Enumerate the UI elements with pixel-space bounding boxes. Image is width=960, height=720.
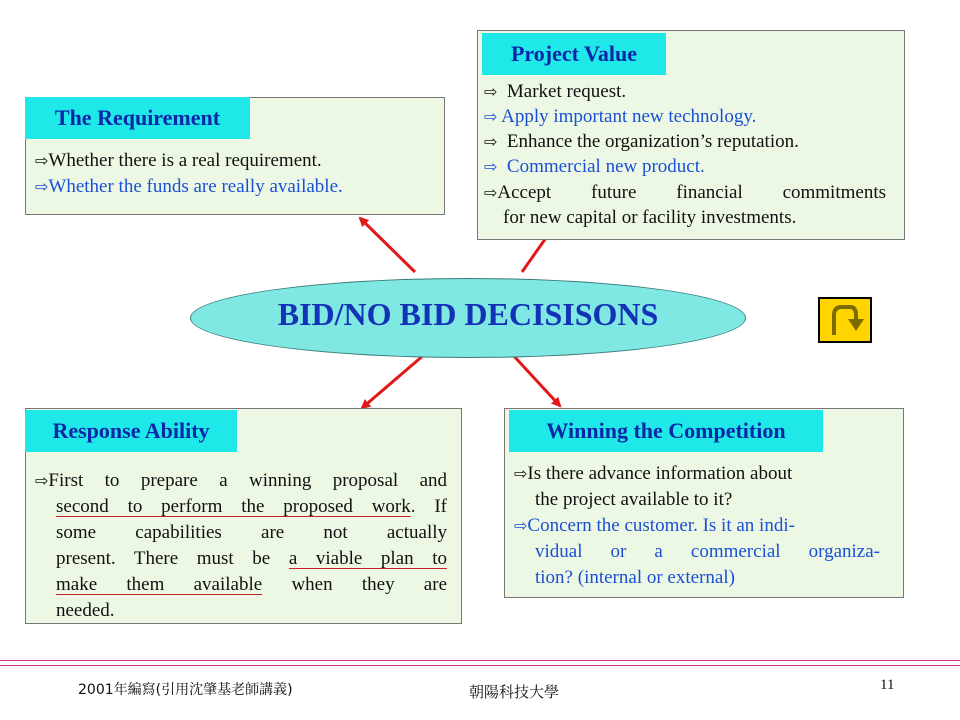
bullet-arrow-icon: ⇨ (514, 516, 528, 535)
bullet-arrow-icon: ⇨ (35, 471, 49, 490)
response-line: needed. (56, 600, 115, 621)
footer-left: 2001年編寫(引用沈肇基老師講義) (78, 682, 293, 698)
footer-center: 朝陽科技大學 (469, 683, 560, 701)
winning-line: tion? (internal or external) (535, 567, 735, 588)
page-number: 11 (880, 677, 895, 693)
project-value-item: ⇨ Enhance the organization’s reputation. (484, 131, 799, 152)
response-line: second to perform the proposed work. If (56, 496, 447, 517)
u-turn-arrow-icon (820, 299, 870, 341)
winning-line: ⇨Is there advance information about (514, 463, 793, 484)
project-value-item: ⇨ Commercial new product. (484, 156, 705, 177)
requirement-header: The Requirement (25, 97, 250, 139)
arrow-to-requirement (360, 218, 415, 272)
winning-line: the project available to it? (535, 489, 733, 510)
bullet-arrow-icon: ⇨ (484, 157, 498, 176)
return-button[interactable] (818, 297, 872, 343)
requirement-item: ⇨Whether there is a real requirement. (35, 150, 322, 171)
winning-header: Winning the Competition (509, 410, 823, 452)
footer-rule-top (0, 660, 960, 661)
center-title: BID/NO BID DECISISONS (277, 296, 659, 332)
arrow-to-response-ability (362, 354, 425, 408)
response-line: make them available when they are (56, 574, 448, 595)
bullet-arrow-icon: ⇨ (35, 151, 49, 170)
bullet-arrow-icon: ⇨ (484, 107, 498, 126)
bullet-arrow-icon: ⇨ (484, 132, 498, 151)
response-ability-header: Response Ability (25, 410, 237, 452)
response-line: some capabilities are not actually (56, 522, 447, 543)
project-value-header: Project Value (482, 33, 666, 75)
winning-line: vidual or a commercial organiza- (535, 541, 880, 562)
bullet-arrow-icon: ⇨ (35, 177, 49, 196)
footer-rule-bottom (0, 665, 960, 666)
bullet-arrow-icon: ⇨ (484, 183, 498, 202)
project-value-item: ⇨ Market request. (484, 81, 627, 102)
bullet-arrow-icon: ⇨ (484, 82, 498, 101)
winning-line: ⇨Concern the customer. Is it an indi- (514, 515, 795, 536)
bullet-arrow-icon: ⇨ (514, 464, 528, 483)
requirement-item: ⇨Whether the funds are really available. (35, 176, 343, 197)
arrow-to-winning (512, 354, 560, 406)
response-line: present. There must be a viable plan to (56, 548, 447, 569)
project-value-item: for new capital or facility investments. (503, 207, 797, 228)
response-line: ⇨First to prepare a winning proposal and (35, 470, 447, 491)
project-value-item: ⇨Accept future financial commitments (484, 182, 886, 203)
project-value-item: ⇨ Apply important new technology. (484, 106, 757, 127)
